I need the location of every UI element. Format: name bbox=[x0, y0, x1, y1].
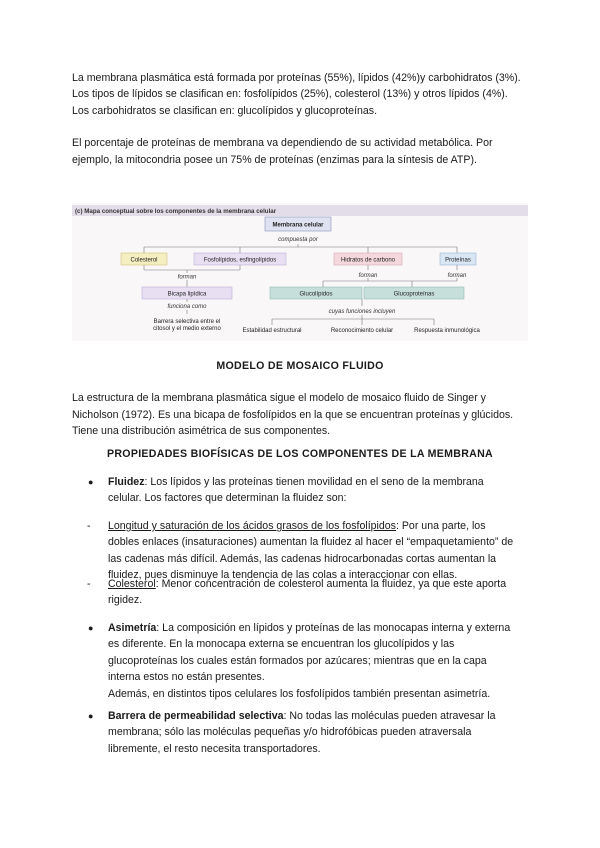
fluidez-term: Fluidez bbox=[108, 476, 145, 488]
node-bicapa-label: Bicapa lipídica bbox=[167, 291, 207, 298]
concept-map-svg bbox=[72, 203, 528, 341]
asimetria-text: : La composición en lípidos y proteínas de las monocapas interna y externa es diferente. En la monocapa externa se encuentran los glucolípidos y las glucoproteínas los cuales están formados por azúcares; mientras que en la capa interna estos no están presentes. bbox=[108, 622, 511, 684]
barrera-text: : No todas las moléculas pueden atravesar la membrana; sólo las moléculas pequeñas y/o hidrofóbicas pueden atraversala libremente, el resto necesita transportadores. bbox=[108, 710, 496, 755]
propiedades-heading: PROPIEDADES BIOFÍSICAS DE LOS COMPONENTES DE LA MEMBRANA bbox=[106, 448, 494, 460]
intro-paragraph-carbohydrates: Los carbohidratos se clasifican en: glucolípidos y glucoproteínas. bbox=[72, 104, 378, 117]
fluidez-text: : Los lípidos y las proteínas tienen movilidad en el seno de la membrana celular. Los factores que determinan la fluidez son: bbox=[108, 476, 484, 505]
label-compuesta-por: compuesta por bbox=[278, 237, 318, 243]
bullet-dot-icon: ● bbox=[88, 711, 94, 721]
longitud-text: : Por una parte, los dobles enlaces (insaturaciones) aumentan la fluidez al hacer el “empaquetamiento” de las cadenas más difícil. Además, las cadenas hidrocarbonadas cortas aumentan la fluidez, pues disminuye la tendencia de las colas a interaccionar con ellas. bbox=[108, 520, 514, 582]
node-hidratos-label: Hidratos de carbono bbox=[340, 257, 396, 264]
colesterol-text: : Menor concentración de colesterol aumenta la fluidez, ya que este aporta rigidez. bbox=[108, 578, 507, 607]
bullet-dot-icon: ● bbox=[88, 623, 94, 633]
label-forman-2: forman bbox=[358, 273, 378, 279]
colesterol-term: Colesterol bbox=[108, 578, 156, 590]
figure-title: (c) Mapa conceptual sobre los componentes de la membrana celular bbox=[75, 208, 277, 215]
intro-block bbox=[72, 70, 528, 168]
mosaico-paragraph: La estructura de la membrana plasmática sigue el modelo de mosaico fluido de Singer y Nicholson (1972). Es una bicapa de fosfolípidos en la que se encuentran proteínas y glúcidos. Tiene una distribución asimétrica de sus componentes. bbox=[72, 392, 514, 438]
node-colesterol-label: Colesterol bbox=[130, 257, 158, 264]
root-connectors bbox=[144, 244, 457, 253]
concept-map-figure bbox=[72, 203, 528, 341]
label-forman-3: forman bbox=[447, 273, 467, 279]
node-reconocimiento: Reconocimiento celular bbox=[330, 328, 394, 334]
mosaico-heading: MODELO DE MOSAICO FLUIDO bbox=[216, 360, 384, 372]
node-barrera-line2: citosol y el medio externo bbox=[153, 326, 221, 332]
asimetria-text-2: Además, en distintos tipos celulares los fosfolípidos también presentan asimetría. bbox=[108, 687, 491, 700]
asimetria-term: Asimetría bbox=[108, 622, 157, 634]
node-barrera-line1: Barrera selectiva entre el bbox=[153, 319, 221, 325]
node-membrana-celular-label: Membrana celular bbox=[272, 222, 324, 229]
bullet-dot-icon: ● bbox=[88, 477, 94, 487]
intro-paragraph-proteins: El porcentaje de proteínas de membrana va dependiendo de su actividad metabólica. Por ejemplo, la mitocondria posee un 75% de proteínas (enzimas para la síntesis de ATP). bbox=[72, 137, 493, 166]
node-respuesta: Respuesta inmunológica bbox=[414, 328, 480, 334]
barrera-term: Barrera de permeabilidad selectiva bbox=[108, 710, 284, 722]
propiedades-section bbox=[72, 446, 528, 462]
longitud-term: Longitud y saturación de los ácidos grasos de los fosfolípidos bbox=[108, 520, 396, 532]
label-forman-1: forman bbox=[177, 274, 197, 281]
label-cuyas-funciones: cuyas funciones incluyen bbox=[328, 309, 396, 315]
mosaico-section bbox=[72, 358, 528, 440]
node-fosfolipidos-label: Fosfolípidos, esfingolípidos bbox=[203, 257, 277, 264]
intro-paragraph-composition: La membrana plasmática está formada por proteínas (55%), lípidos (42%)y carbohidratos (3%). bbox=[72, 72, 521, 84]
dash-marker: - bbox=[87, 520, 91, 532]
node-glucolipidos-label: Glucolípidos bbox=[299, 291, 333, 298]
intro-paragraph-lipids: Los tipos de lípidos se clasifican en: fosfolípidos (25%), colesterol (13%) y otros lípidos (4%). bbox=[72, 88, 508, 101]
node-proteinas-label: Proteínas bbox=[445, 257, 471, 264]
label-funciona-como: funciona como bbox=[167, 304, 207, 310]
node-estabilidad: Estabilidad estructural bbox=[242, 328, 302, 334]
node-glucoproteinas-label: Glucoproteínas bbox=[393, 291, 435, 298]
dash-marker: - bbox=[87, 578, 91, 590]
